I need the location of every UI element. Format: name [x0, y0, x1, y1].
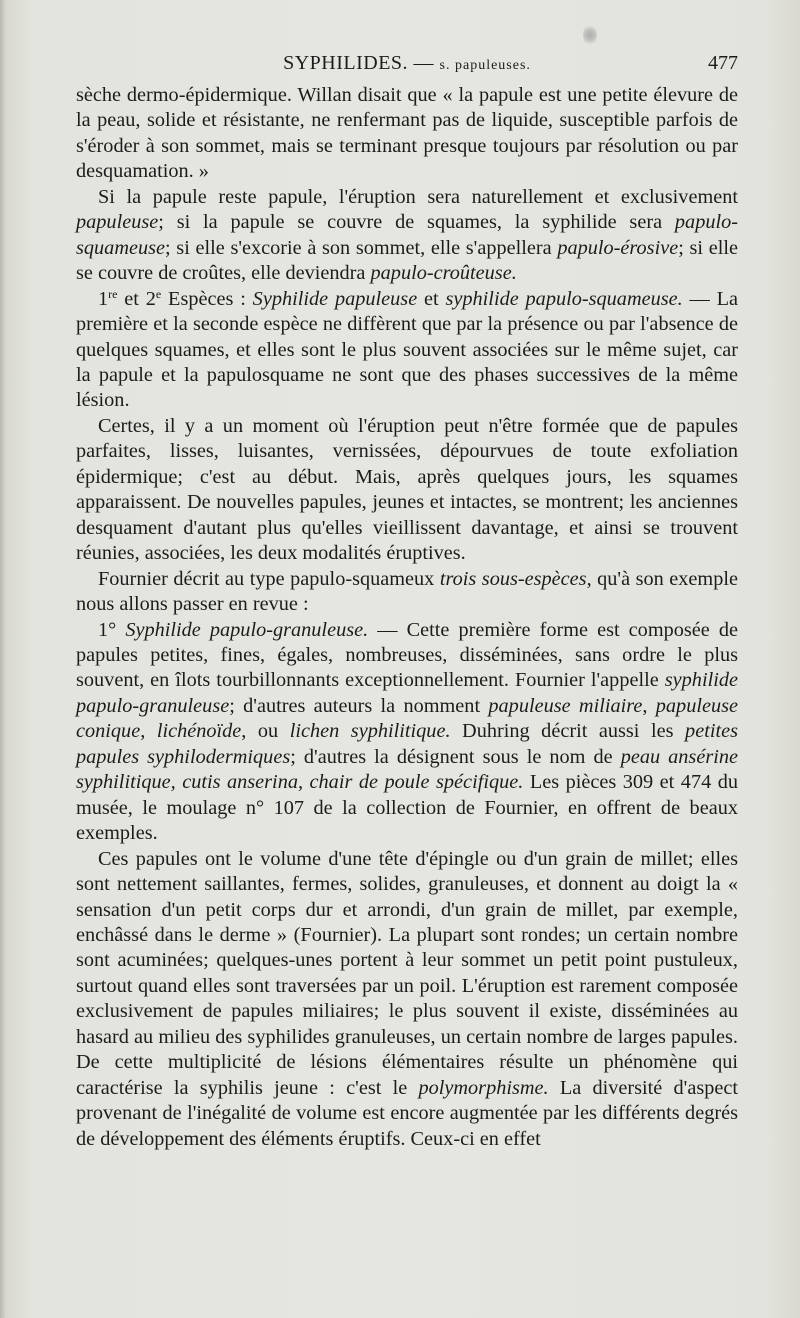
text-span: Ces papules ont le volume d'une tête d'épingle ou d'un grain de millet; elles sont nettement saillantes, fermes, solides, granuleuses, et donnent au doigt la « sensation d'un petit corps dur et arrondi, d'un grain de millet, par exemple, enchâssé dans le derme » (Fournier). La plupart sont rondes; un certain nombre sont acuminées; quelques-unes portent à leur sommet un petit point pustuleux, surtout quand elles sont traversées par un poil. L'éruption est rarement composée exclusivement de papules miliaires; le plus souvent il existe, disséminées au hasard au milieu des syphilides granuleuses, un certain nombre de larges papules. De cette multiplicité de lésions élémentaires résulte un phénomène qui caractérise la syphilis jeune : c'est le: [76, 847, 738, 1099]
italic-span: lichénoïde: [156, 720, 242, 743]
scan-edge: [0, 0, 6, 1318]
text-span: ; si elle se couvre de croûtes, elle deviendra: [76, 236, 738, 285]
text-span: ; d'autres la désignent sous le nom de: [290, 745, 621, 768]
text-span: 1°: [98, 618, 117, 641]
text-span: ; si la papule se couvre de squames, la syphilide sera: [158, 211, 675, 234]
text-span: Si la papule reste papule, l'éruption sera naturellement et exclusivement: [98, 185, 738, 208]
text-span: — La première et la seconde espèce ne diffèrent que par la présence ou par l'absence de quelques squames, et elles sont le plus souvent associées sur le même sujet, car la papule et la papulosquame ne sont que des phases successives de la même lésion.: [76, 287, 739, 412]
text-span: sèche dermo-épidermique. Willan disait que « la papule est une petite élevure de la peau, solide et résistante, ne renfermant pas de liquide, susceptible parfois de s'éroder à son sommet, mais se terminant presque toujours par résolution ou par desquamation. »: [76, 84, 738, 183]
text-span: ; d'autres auteurs la nomment: [229, 694, 489, 717]
italic-span: Syphilide papulo-granuleuse.: [125, 618, 369, 641]
italic-span: syphilide papulo-granuleuse: [76, 669, 738, 717]
running-head-subtitle: s. papuleuses.: [439, 58, 531, 73]
ink-smudge: [583, 24, 597, 46]
paragraph-4: [76, 414, 738, 567]
italic-span: lichen syphilitique.: [289, 720, 451, 743]
text-span: Fournier décrit au type papulo-squameux: [98, 567, 440, 590]
italic-span: papuleuse: [76, 211, 159, 234]
italic-span: peau ansérine syphilitique, cutis anserina, chair de poule spécifique.: [76, 745, 738, 794]
paragraph-2: [76, 185, 738, 287]
running-head-title: SYPHILIDES. —: [283, 52, 440, 74]
page-header: [76, 50, 738, 78]
italic-span: syphilide papulo-squameuse.: [445, 287, 683, 310]
paragraph-1: [76, 83, 738, 185]
paragraph-6: [76, 618, 738, 847]
text-span: ,: [140, 720, 157, 743]
text-span: et 2: [117, 287, 156, 310]
text-span: , qu'à son exemple nous allons passer en revue :: [76, 567, 738, 616]
italic-span: papulo-érosive: [557, 236, 679, 259]
italic-span: papuleuse miliaire: [488, 694, 643, 717]
text-span: Certes, il y a un moment où l'éruption peut n'être formée que de papules parfaites, lisses, luisantes, vernissées, dépourvues de toute exfoliation épidermique; c'est au début. Mais, après quelques jours, les squames apparaissent. De nouvelles papules, jeunes et intactes, se montrent; les anciennes desquament d'autant plus qu'elles vieillissent davantage, et ainsi se trouvent réunies, associées, les deux modalités éruptives.: [76, 414, 738, 565]
superscript: e: [155, 286, 162, 301]
text-span: ; si elle s'excorie à son sommet, elle s'appellera: [165, 236, 558, 259]
italic-span: papuleuse conique: [76, 694, 738, 743]
paragraph-7: [76, 847, 738, 1152]
text-span: Espèces :: [161, 287, 253, 310]
italic-span: papulo-squameuse: [76, 211, 738, 259]
italic-span: polymorphisme.: [418, 1076, 549, 1099]
italic-span: petites papules syphilodermiques: [76, 720, 738, 768]
text-span: Duhring décrit aussi les: [450, 720, 686, 743]
body-text: [76, 83, 738, 1152]
text-span: , ou: [241, 720, 290, 743]
italic-span: Syphilide papuleuse: [252, 287, 418, 310]
text-span: La diversité d'aspect provenant de l'inégalité de volume est encore augmentée par les différents degrés de développement des éléments éruptifs. Ceux-ci en effet: [76, 1076, 738, 1150]
running-head: [76, 50, 738, 79]
page-number: 477: [708, 52, 738, 74]
text-span: Les pièces 309 et 474 du musée, le moulage n° 107 de la collection de Fournier, en offrent de beaux exemples.: [76, 771, 738, 845]
paragraph-3: [76, 287, 738, 414]
text-span: — Cette première forme est composée de papules petites, fines, égales, nombreuses, disséminées, sans ordre le plus souvent, en îlots tourbillonnants exceptionnellement. Fournier l'appelle: [76, 618, 738, 692]
paragraph-5: [76, 567, 738, 618]
text-span: et: [417, 287, 446, 310]
italic-span: papulo-croûteuse.: [370, 262, 517, 285]
superscript: re: [108, 286, 118, 301]
text-span: 1: [98, 287, 109, 310]
italic-span: trois sous-espèces: [439, 567, 587, 590]
text-span: ,: [642, 694, 656, 717]
